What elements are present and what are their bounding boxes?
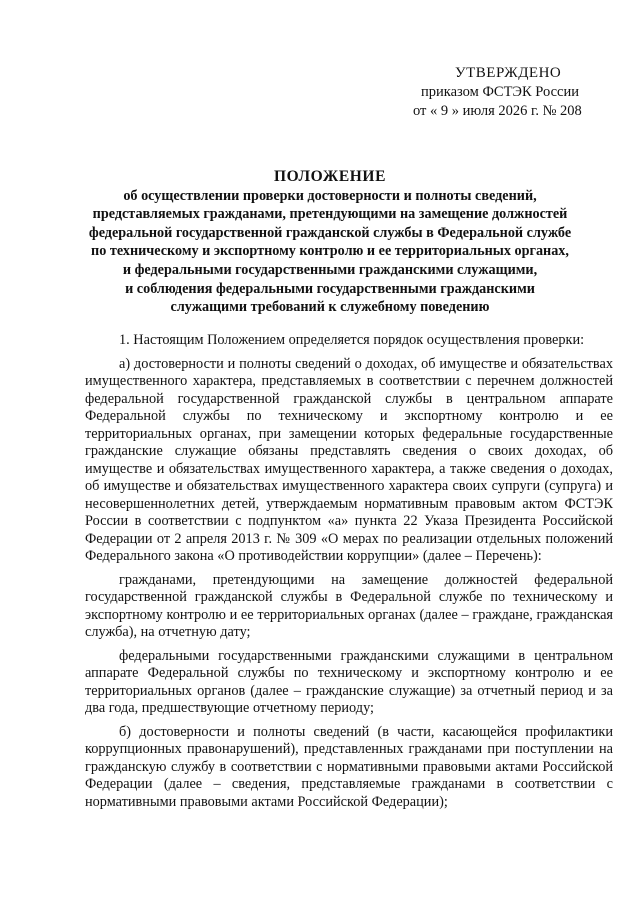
document-title: ПОЛОЖЕНИЕ — [273, 168, 387, 185]
paragraph-1a: а) достоверности и полноты сведений о доходах, об имуществе и обязательствах имущественного характера, представляемых в соответствии с перечнем должностей федеральной государственной гражданской службы в центральном аппарате Федеральной службы по техническому и экспортному контролю и ее территориальных органах, при замещении которых федеральные государственные гражданские служащие обязаны представлять сведения о своих доходах, об имуществе и обязательствах имущественного характера, а также сведения о доходах, об имуществе и обязательствах имущественного характера своих супруги (супруга) и несовершеннолетних детей, утверждаемым нормативным правовым актом ФСТЭК России в соответствии с подпунктом «а» пункта 22 Указа Президента Российской Федерации от 2 апреля 2013 г. № 309 «О мерах по реализации отдельных положений Федерального закона «О противодействии коррупции» (далее – Перечень): — [85, 355, 613, 564]
document-title-block — [40, 168, 620, 317]
document-subtitle: об осуществлении проверки достоверности и полноты сведений, представляемых гражданами, претендующими на замещение должностей федеральной государственной гражданской службы в Федеральной службе по техническому и экспортному контролю и ее территориальных органах, и федеральными государственными гражданскими служащими, и соблюдения федеральными государственными гражданскими служащими требований к служебному поведению — [88, 187, 572, 316]
paragraph-1b: б) достоверности и полноты сведений (в части, касающейся профилактики коррупционных правонарушений), представленных гражданами при поступлении на гражданскую службу в соответствии с нормативными правовыми актами Российской Федерации (далее – сведения, представляемые гражданами в соответствии с нормативными правовыми актами Российской Федерации); — [85, 723, 613, 810]
paragraph-1: 1. Настоящим Положением определяется порядок осуществления проверки: — [119, 332, 585, 348]
approval-date: от « 9 » июля 2026 г. № 208 — [413, 103, 582, 119]
document-body — [85, 332, 613, 817]
approval-stamp — [413, 64, 623, 121]
approval-heading: УТВЕРЖДЕНО — [455, 65, 562, 81]
paragraph-civil-servants: федеральными государственными гражданскими служащими в центральном аппарате Федеральной службы по техническому и экспортному контролю и ее территориальных органов (далее – гражданские служащие) за отчетный период и за два года, предшествующие отчетному периоду; — [85, 647, 613, 716]
paragraph-citizens: гражданами, претендующими на замещение должностей федеральной государственной гражданской службы в Федеральной службе по техническому и экспортному контролю и ее территориальных органах (далее – граждане, гражданская служба), на отчетную дату; — [85, 571, 613, 640]
approval-order: приказом ФСТЭК России — [421, 84, 580, 100]
